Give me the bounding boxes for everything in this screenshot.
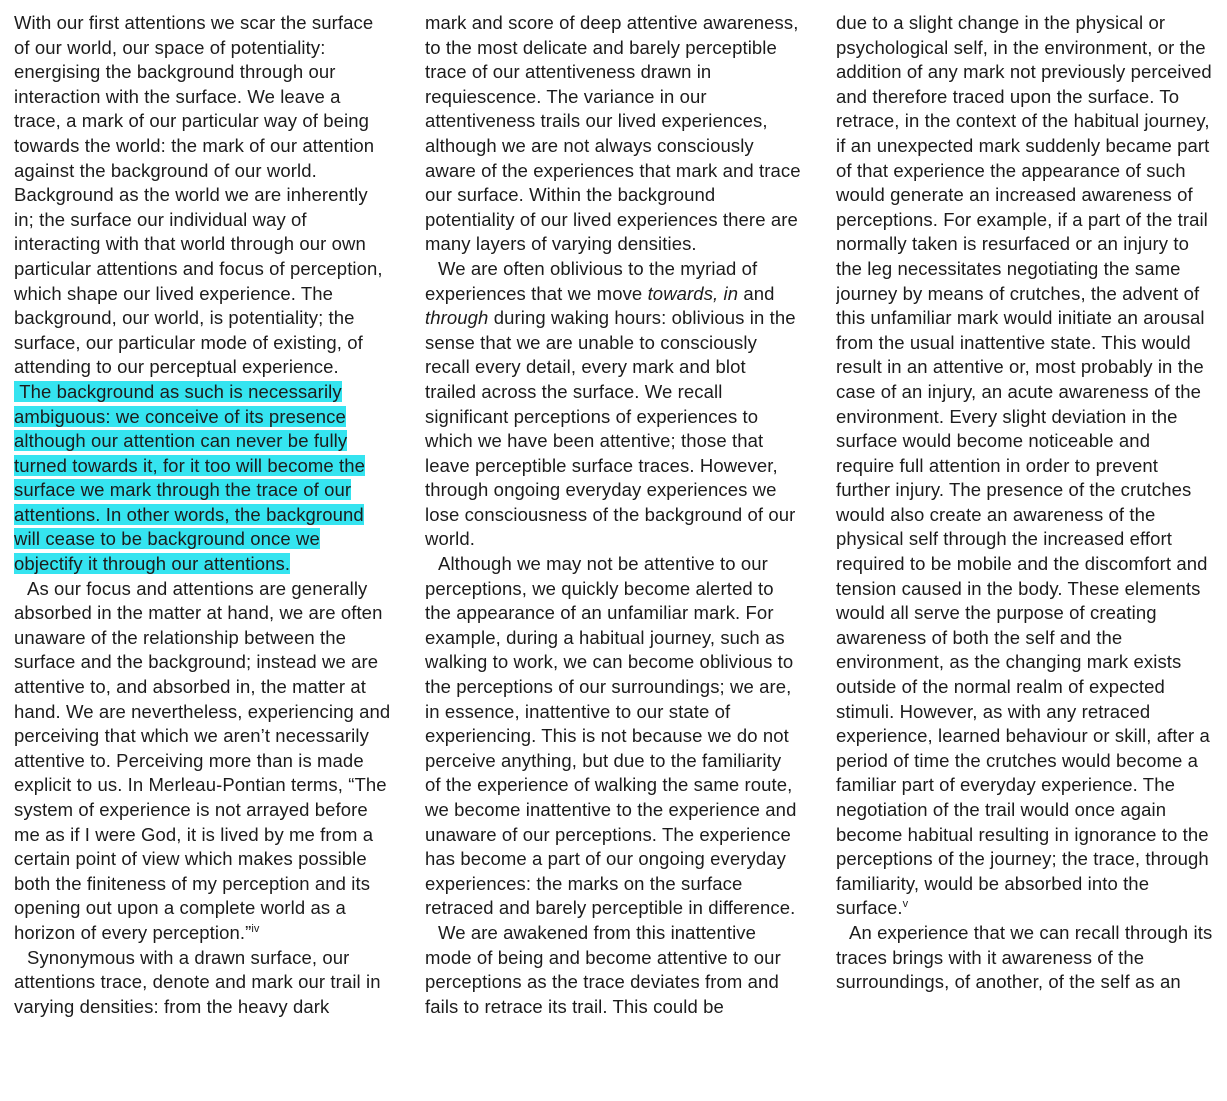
text-column-1 xyxy=(14,11,391,1019)
paragraph xyxy=(425,257,802,552)
paragraph xyxy=(14,11,391,380)
highlighted-paragraph xyxy=(14,380,391,577)
footnote-marker: iv xyxy=(251,922,260,935)
text-run: due to a slight change in the physical or psychological self, in the environment, or the addition of any mark not previously perceived and therefore traced upon the surface. To retrace, in the context of the habitual journey, if an unexpected mark suddenly became part of that experience the appearance of such would generate an increased awareness of perceptions. For example, if a part of the trail normally taken is resurfaced or an injury to the leg necessitates negotiating the same journey by means of crutches, the advent of this unfamiliar mark would initiate an arousal from the usual inattentive state. This would result in an attentive or, most probably in the case of an injury, an acute awareness of the environment. Every slight deviation in the surface would become noticeable and require full attention in order to prevent further injury. The presence of the crutches would also create an awareness of the physical self through the increased effort required to be mobile and the discomfort and tension caused in the body. These elements would all serve the purpose of creating awareness of both the self and the environment, as the changing mark exists outside of the normal realm of expected stimuli. However, as with any retraced experience, learned behaviour or skill, after a period of time the crutches would become a familiar part of everyday experience. The negotiation of the trail would once again become habitual resulting in ignorance to the perceptions of the journey; the trace, through familiarity, would be absorbed into the surface. xyxy=(836,12,1212,919)
text-run: We are awakened from this inattentive mode of being and become attentive to our perceptions as the trace deviates from and fails to retrace its trail. This could be xyxy=(425,921,781,1017)
text-run: through xyxy=(425,307,489,329)
text-columns-container xyxy=(14,11,1211,1019)
text-run: An experience that we can recall through its traces brings with it awareness of the surroundings, of another, of the self as an xyxy=(836,921,1213,993)
paragraph xyxy=(425,552,802,921)
text-run: mark and score of deep attentive awareness, to the most delicate and barely perceptible trace of our attentiveness drawn in requiescence. The variance in our attentiveness trails our lived experiences, although we are not always consciously aware of the experiences that mark and trace our surface. Within the background potentiality of our lived experiences there are many layers of varying densities. xyxy=(425,12,801,255)
text-run: As our focus and attentions are generally absorbed in the matter at hand, we are often unaware of the relationship between the surface and the background; instead we are attentive to, and absorbed in, the matter at hand. We are nevertheless, experiencing and perceiving that which we aren’t necessarily attentive to. Perceiving more than is made explicit to us. In Merleau-Pontian terms, “The system of experience is not arrayed before me as if I were God, it is lived by me from a certain point of view which makes possible both the finiteness of my perception and its opening out upon a complete world as a horizon of every perception.” xyxy=(14,577,391,943)
footnote-marker: v xyxy=(902,898,909,911)
text-run: towards, in xyxy=(647,282,739,304)
text-run: during waking hours: oblivious in the sense that we are unable to consciously recall every detail, every mark and blot trailed across the surface. We recall significant perceptions of experiences to which we have been attentive; those that leave perceptible surface traces. However, through ongoing everyday experiences we lose consciousness of the background of our world. xyxy=(425,307,796,550)
paragraph xyxy=(14,577,391,946)
text-run: With our first attentions we scar the surface of our world, our space of potentiality: energising the background through our interaction with the surface. We leave a trace, a mark of our particular way of being towards the world: the mark of our attention against the background of our world. Background as the world we are inherently in; the surface our individual way of interacting with that world through our own particular attentions and focus of perception, which shape our lived experience. The background, our world, is potentiality; the surface, our particular mode of existing, of attending to our perceptual experience. xyxy=(14,12,383,378)
text-run: We are often oblivious to the myriad of experiences that we move xyxy=(425,257,758,304)
highlighted-text: The background as such is necessarily ambiguous: we conceive of its presence although our attention can never be fully turned towards it, for it too will become the surface we mark through the trace of our attentions. In other words, the background will cease to be background once we objectify it through our attentions. xyxy=(14,380,366,575)
paragraph xyxy=(836,921,1213,995)
paragraph xyxy=(14,946,391,1020)
text-run: Although we may not be attentive to our perceptions, we quickly become alerted to the appearance of an unfamiliar mark. For example, during a habitual journey, such as walking to work, we can become oblivious to the perceptions of our surroundings; we are, in essence, inattentive to our state of experiencing. This is not because we do not perceive anything, but due to the familiarity of the experience of walking the same route, we become inattentive to the experience and unaware of our perceptions. The experience has become a part of our ongoing everyday experiences: the marks on the surface retraced and barely perceptible in difference. xyxy=(425,553,797,919)
paragraph xyxy=(836,11,1213,921)
text-column-3 xyxy=(836,11,1213,995)
paragraph xyxy=(425,11,802,257)
text-run: Synonymous with a drawn surface, our attentions trace, denote and mark our trail in varying densities: from the heavy dark xyxy=(14,946,381,1017)
paragraph xyxy=(425,921,802,1019)
text-run: and xyxy=(738,282,775,304)
text-column-2 xyxy=(425,11,802,1019)
